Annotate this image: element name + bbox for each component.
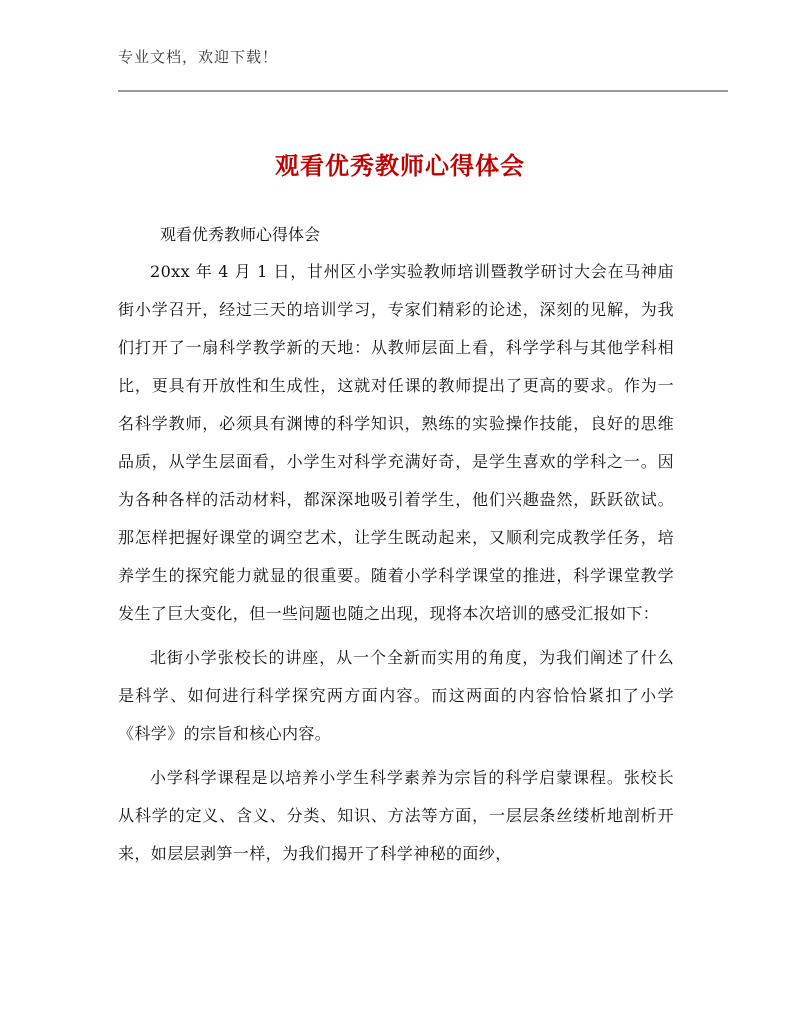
header-divider xyxy=(118,90,728,92)
paragraph-3: 小学科学课程是以培养小学生科学素养为宗旨的科学启蒙课程。张校长从科学的定义、含义、分类、知识、方法等方面，一层层条丝缕析地剖析开来，如层层剥笋一样，为我们揭开了科学神秘的面纱， xyxy=(118,768,674,863)
header-note: 专业文档，欢迎下载！ xyxy=(118,48,279,66)
document-body xyxy=(118,253,674,879)
paragraph-2: 北街小学张校长的讲座，从一个全新而实用的角度，为我们阐述了什么是科学、如何进行科学探究两方面内容。而这两面的内容恰恰紧扣了小学《科学》的宗旨和核心内容。 xyxy=(118,648,674,743)
document-subtitle: 观看优秀教师心得体会 xyxy=(160,225,321,244)
document-title: 观看优秀教师心得体会 xyxy=(275,152,525,180)
paragraph-1: 20xx 年 4 月 1 日，甘州区小学实验教师培训暨教学研讨大会在马神庙街小学召开，经过三天的培训学习，专家们精彩的论述，深刻的见解，为我们打开了一扇科学教学新的天地：从教师层面上看，科学学科与其他学科相比，更具有开放性和生成性，这就对任课的教师提出了更高的要求。作为一名科学教师，必须具有渊博的科学知识，熟练的实验操作技能，良好的思维品质，从学生层面看，小学生对科学充满好奇，是学生喜欢的学科之一。因为各种各样的活动材料，都深深地吸引着学生，他们兴趣盎然，跃跃欲试。那怎样把握好课堂的调空艺术，让学生既动起来，又顺利完成教学任务，培养学生的探究能力就显的很重要。随着小学科学课堂的推进，科学课堂教学发生了巨大变化，但一些问题也随之出现，现将本次培训的感受汇报如下： xyxy=(118,262,674,623)
